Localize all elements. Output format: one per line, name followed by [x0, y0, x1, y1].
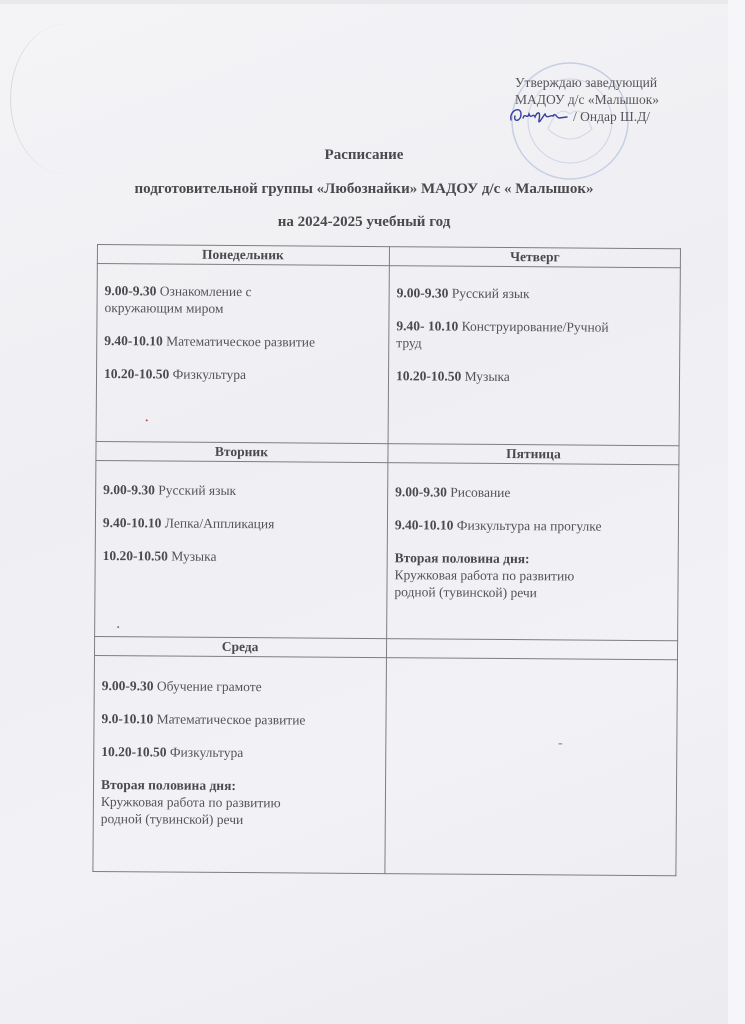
activity: Русский язык — [451, 285, 530, 302]
approval-title: Утверждаю заведующий — [515, 75, 658, 90]
time-slot: 9.40-10.10 — [102, 515, 162, 531]
approval-block — [505, 74, 705, 128]
club-activity: Кружковая работа по развитию — [394, 567, 575, 584]
scan-speck — [146, 419, 148, 421]
scanned-page — [0, 4, 729, 1024]
day-header-thursday: Четверг — [510, 249, 560, 265]
schedule-item — [103, 514, 383, 533]
activity: Обучение грамоте — [156, 678, 262, 695]
friday-cell — [394, 483, 675, 602]
second-half-label: Вторая половина дня: — [100, 777, 236, 794]
activity: Ознакомление с — [159, 283, 252, 300]
activity: Музыка — [171, 548, 217, 564]
schedule-item — [101, 710, 381, 729]
time-slot: 9.0-10.10 — [101, 711, 154, 727]
approver-name: / Ондар Ш.Д/ — [573, 109, 651, 124]
activity: Физкультура на прогулке — [456, 517, 602, 534]
time-slot: 9.00-9.30 — [396, 285, 449, 301]
club-activity-continued: родной (тувинской) речи — [394, 584, 537, 601]
schedule-item — [103, 481, 383, 500]
schedule-item — [103, 547, 383, 566]
monday-cell — [104, 282, 385, 400]
time-slot: 9.00-9.30 — [101, 678, 154, 694]
time-slot: 9.00-9.30 — [104, 283, 157, 299]
activity: Рисование — [450, 484, 511, 501]
schedule-item — [104, 282, 384, 318]
time-slot: 9.40-10.10 — [104, 333, 163, 349]
club-activity-continued: родной (тувинской) речи — [100, 811, 244, 828]
handwritten-signature — [507, 102, 569, 128]
schedule-item — [397, 284, 677, 303]
schedule-item — [104, 365, 384, 384]
schedule-item — [396, 367, 676, 386]
tuesday-cell — [103, 481, 384, 582]
club-activity: Кружковая работа по развитию — [100, 794, 281, 811]
activity: Физкультура — [169, 744, 244, 761]
activity: Физкультура — [172, 366, 247, 383]
second-half-of-day — [101, 776, 381, 829]
activity: Русский язык — [158, 482, 237, 499]
schedule-item — [395, 483, 675, 502]
second-half-of-day — [394, 549, 674, 602]
schedule-item — [101, 743, 381, 762]
time-slot: 10.20-10.50 — [103, 366, 170, 382]
activity-continued: труд — [396, 335, 422, 351]
schedule-item — [395, 516, 675, 535]
activity: Лепка/Аппликация — [164, 515, 275, 532]
time-slot: 10.20-10.50 — [101, 744, 167, 760]
second-half-label: Вторая половина дня: — [394, 550, 530, 567]
table-border-left — [92, 244, 98, 872]
schedule-table — [92, 244, 681, 876]
document-year: на 2024-2025 учебный год — [277, 214, 451, 230]
approval-organization: МАДОУ д/с «Малышок» — [515, 92, 659, 107]
day-header-wednesday: Среда — [221, 638, 259, 655]
schedule-item — [102, 677, 382, 696]
activity-continued: окружающим миром — [104, 300, 224, 316]
wednesday-cell — [101, 677, 382, 829]
time-slot: 10.20-10.50 — [395, 368, 462, 384]
scan-speck — [117, 626, 119, 628]
activity: Музыка — [464, 368, 510, 385]
activity: Математическое развитие — [156, 711, 306, 728]
day-header-tuesday: Вторник — [214, 443, 269, 460]
table-column-divider — [384, 246, 390, 874]
thursday-cell — [396, 284, 677, 402]
time-slot: 9.00-9.30 — [395, 484, 447, 500]
schedule-item — [396, 317, 676, 353]
document-title: Расписание — [324, 147, 404, 163]
scan-edge — [728, 0, 745, 1024]
day-header-monday: Понедельник — [202, 246, 284, 263]
time-slot: 10.20-10.50 — [102, 548, 169, 564]
scan-speck — [558, 743, 562, 744]
time-slot: 9.00-9.30 — [103, 482, 156, 498]
activity: Математическое развитие — [166, 333, 316, 350]
day-header-friday: Пятница — [506, 446, 561, 462]
document-subtitle: подготовительной группы «Любознайки» МАДОУ д/с « Малышок» — [134, 181, 594, 197]
time-slot: 9.40- 10.10 — [396, 318, 459, 334]
activity: Конструирование/Ручной — [461, 318, 609, 335]
schedule-item — [104, 332, 384, 351]
approval-signature-line — [505, 108, 705, 128]
time-slot: 9.40-10.10 — [394, 517, 454, 533]
